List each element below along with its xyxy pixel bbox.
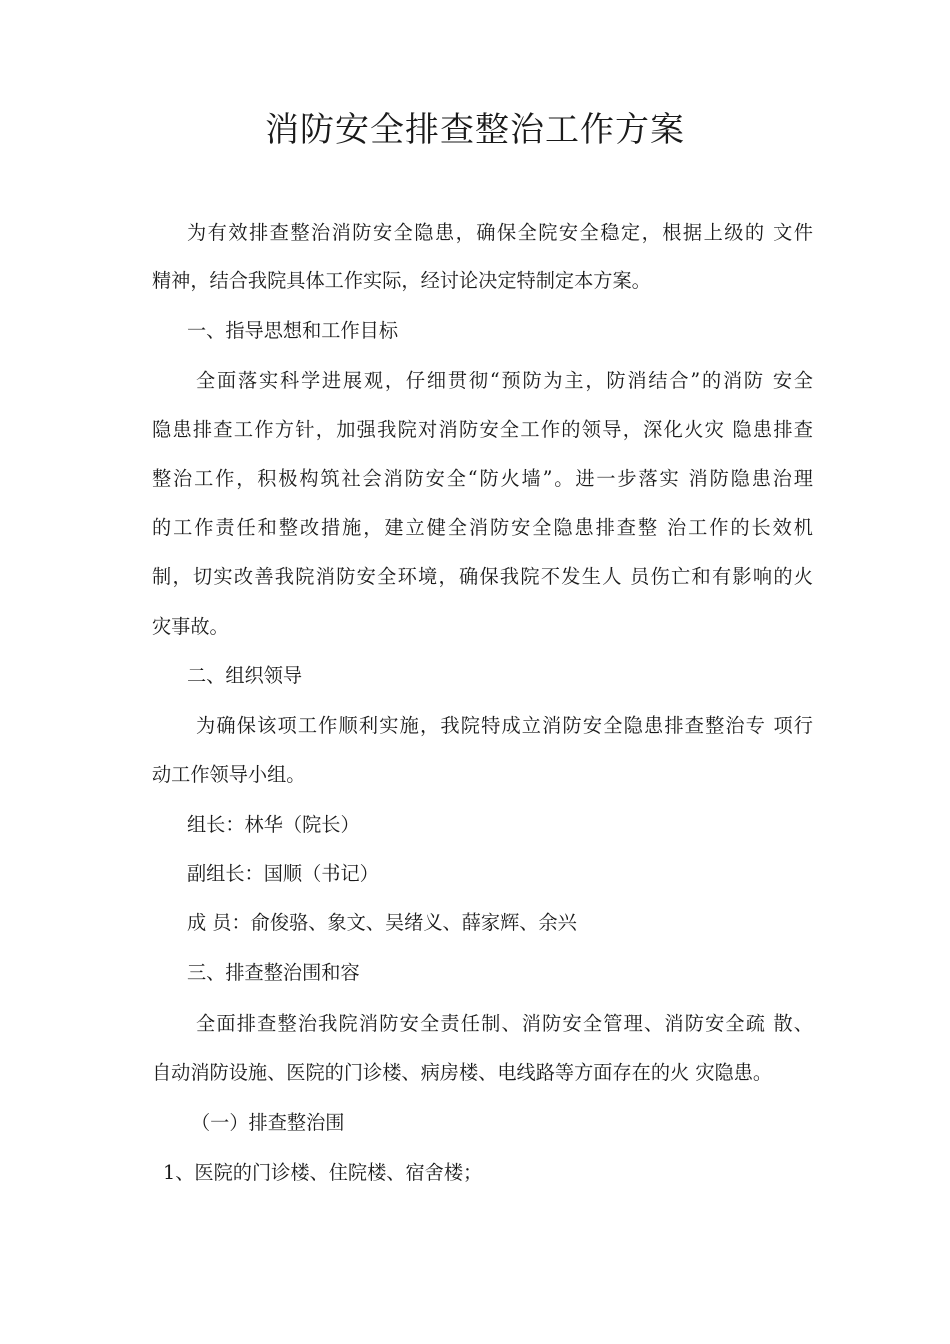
paragraph-line: 的工作责任和整改措施，建立健全消防安全隐患排查整 治工作的长效机 — [152, 516, 813, 539]
paragraph-line: 动工作领导小组。 — [152, 763, 306, 786]
paragraph-line: 全面排查整治我院消防安全责任制、消防安全管理、消防安全疏 散、 — [196, 1012, 813, 1035]
members-line: 成 员：俞俊骆、象文、吴绪义、薛家辉、余兴 — [187, 911, 577, 934]
subsection-heading: （一）排查整治围 — [191, 1111, 345, 1134]
paragraph-line: 全面落实科学进展观，仔细贯彻“预防为主，防消结合”的消防 安全 — [196, 369, 813, 392]
paragraph-line: 制，切实改善我院消防安全环境，确保我院不发生人 员伤亡和有影响的火 — [152, 565, 813, 588]
paragraph-line: 为确保该项工作顺利实施，我院特成立消防安全隐患排查整治专 项行 — [196, 714, 813, 737]
document-title: 消防安全排查整治工作方案 — [265, 110, 685, 150]
paragraph-line: 精神，结合我院具体工作实际，经讨论决定特制定本方案。 — [152, 269, 651, 292]
paragraph-line: 自动消防设施、医院的门诊楼、病房楼、电线路等方面存在的火 灾隐患。 — [152, 1061, 773, 1084]
section-heading: 三、排查整治围和容 — [187, 961, 360, 984]
list-item: 1、医院的门诊楼、住院楼、宿舍楼； — [163, 1161, 483, 1184]
team-leader-line: 组长：林华（院长） — [187, 813, 360, 836]
paragraph-line: 整治工作，积极构筑社会消防安全“防火墙”。进一步落实 消防隐患治理 — [152, 467, 813, 490]
deputy-leader-line: 副组长：国顺（书记） — [187, 862, 379, 885]
paragraph-line: 为有效排查整治消防安全隐患，确保全院安全稳定，根据上级的 文件 — [187, 221, 813, 244]
section-heading: 二、组织领导 — [187, 664, 303, 687]
section-heading: 一、指导思想和工作目标 — [187, 319, 399, 342]
paragraph-line: 隐患排查工作方针，加强我院对消防安全工作的领导，深化火灾 隐患排查 — [152, 418, 813, 441]
paragraph-line: 灾事故。 — [152, 615, 229, 638]
